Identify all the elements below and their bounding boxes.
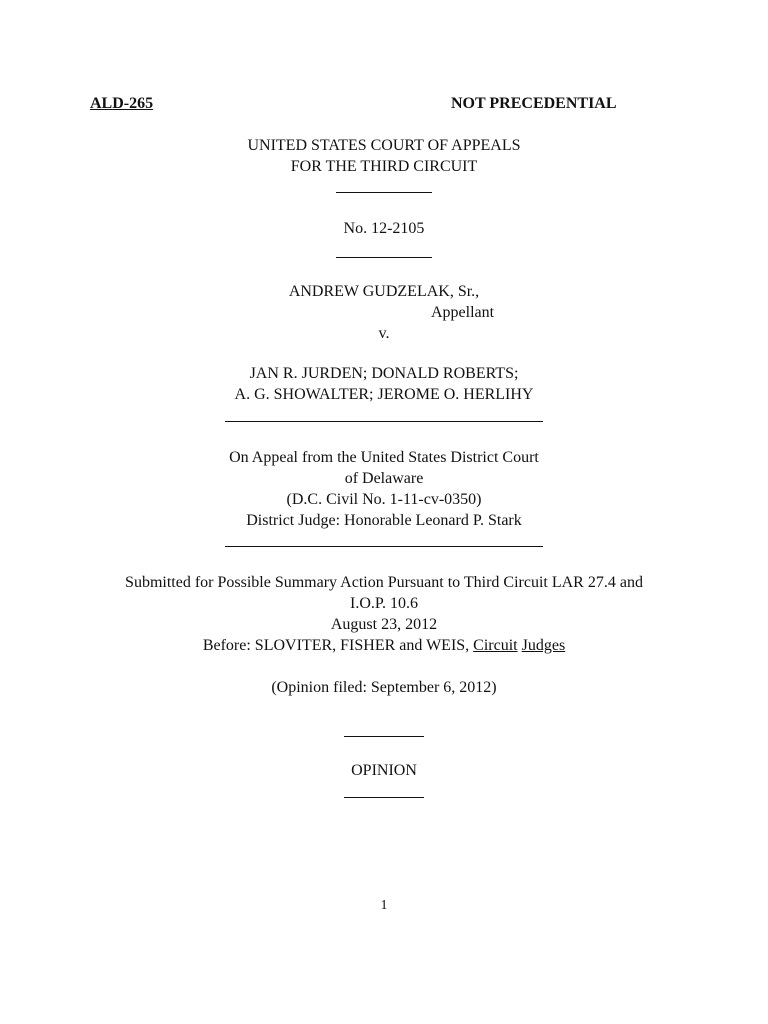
opinion-heading: OPINION [351, 762, 417, 779]
court-name-line2: FOR THE THIRD CIRCUIT [290, 158, 478, 175]
versus: v. [378, 325, 390, 342]
docket-code: ALD-265 [90, 95, 154, 112]
divider [344, 797, 424, 798]
submission-date: August 23, 2012 [330, 616, 438, 633]
panel-judges [0, 636, 768, 656]
panel-judges-prefix: Before: SLOVITER, FISHER and WEIS, [202, 637, 474, 654]
divider [344, 736, 424, 737]
court-name-line1: UNITED STATES COURT OF APPEALS [247, 137, 521, 154]
submission-line1: Submitted for Possible Summary Action Pursuant to Third Circuit LAR 27.4 and [125, 574, 643, 591]
opinion-filed-date: (Opinion filed: September 6, 2012) [271, 679, 497, 696]
divider [225, 546, 543, 547]
case-number: No. 12-2105 [343, 220, 425, 237]
precedential-status: NOT PRECEDENTIAL [451, 95, 617, 112]
panel-judges-circuit: Circuit [473, 637, 518, 654]
appeal-line2: of Delaware [344, 470, 424, 487]
divider [336, 257, 432, 258]
submission-line2: I.O.P. 10.6 [349, 595, 418, 612]
appellant-role: Appellant [431, 304, 495, 321]
appeal-line4: District Judge: Honorable Leonard P. Stark [246, 512, 522, 529]
appeal-line3: (D.C. Civil No. 1-11-cv-0350) [286, 491, 482, 508]
divider [225, 421, 543, 422]
appellant-name: ANDREW GUDZELAK, Sr., [288, 283, 480, 300]
divider [336, 192, 432, 193]
panel-judges-judges: Judges [521, 637, 566, 654]
appellees-line2: A. G. SHOWALTER; JEROME O. HERLIHY [234, 386, 534, 403]
appeal-line1: On Appeal from the United States District Court [229, 449, 539, 466]
appellees-line1: JAN R. JURDEN; DONALD ROBERTS; [249, 365, 519, 382]
page-number: 1 [380, 898, 388, 913]
